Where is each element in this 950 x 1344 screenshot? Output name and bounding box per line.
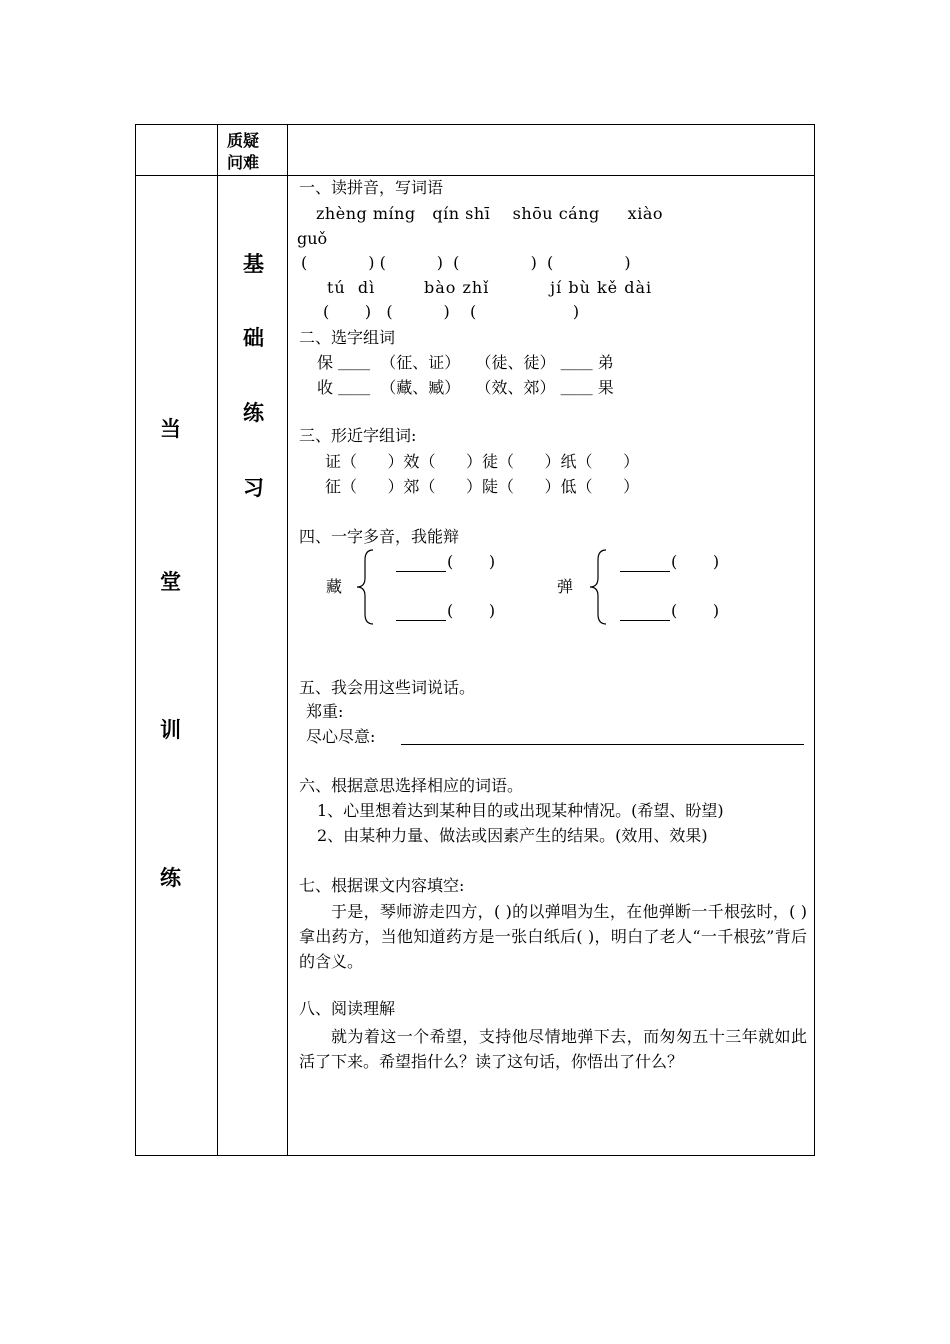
brace-1-icon [355,548,377,626]
answer-line [396,571,446,572]
column-divider-2 [287,124,288,1156]
answer-line [620,620,670,621]
section-4-title: 四、一字多音，我能辩 [299,527,460,546]
polyphone-char-2: 弹 [557,577,574,596]
mid-title-char-3: 练 [243,401,264,425]
polyphone-char-1: 藏 [326,577,343,596]
answer-line [620,571,670,572]
pronunciation-blank: ( ) [671,552,720,571]
similar-char-row-1: 证（ ）效（ ）徒（ ）纸（ ） [325,452,640,471]
mid-title-char-4: 习 [243,476,264,500]
left-title-char-4: 练 [160,866,181,890]
pinyin-row-2: tú dì bào zhǐ jí bù kě dài [327,278,653,297]
pinyin-row-1: zhèng míng qín shī shōu cáng xiào [316,204,663,223]
header-label-line2: 问难 [227,153,260,172]
left-title-char-2: 堂 [160,570,181,594]
sentence-answer-line [401,744,804,745]
pinyin-row-1-wrap: guǒ [297,229,328,248]
section-2-title: 二、选字组词 [299,328,396,347]
left-title-char-3: 训 [160,718,181,742]
choose-char-row-2: 收 ＿＿ （藏、臧） （效、郊） ＿＿ 果 [317,378,614,397]
section-6-title: 六、根据意思选择相应的词语。 [299,776,524,795]
reading-paragraph: 就为着这一个希望，支持他尽情地弹下去，而匆匆五十三年就如此活了下来。希望指什么？读了这句话，你悟出了什么？ [299,1027,807,1071]
section-8-title: 八、阅读理解 [299,999,396,1018]
header-label-line1: 质疑 [227,131,260,150]
word-zhengzhong: 郑重: [306,702,344,721]
section-3-title: 三、形近字组词: [299,426,417,445]
header-divider [135,175,815,176]
brace-2-icon [588,548,610,626]
column-divider-1 [217,124,218,1156]
word-jinxinjinyi: 尽心尽意: [306,727,376,746]
section-5-title: 五、我会用这些词说话。 [299,678,476,697]
meaning-item-1: 1、心里想着达到某种目的或出现某种情况。(希望、盼望) [317,801,724,820]
section-7-title: 七、根据课文内容填空: [299,876,465,895]
pronunciation-blank: ( ) [447,552,496,571]
answer-line [396,620,446,621]
mid-title-char-1: 基 [243,252,264,276]
left-title-char-1: 当 [160,417,181,441]
answer-blanks-row-2: ( ) ( ) ( ) [323,302,580,321]
pronunciation-blank: ( ) [671,601,720,620]
similar-char-row-2: 征（ ）郊（ ）陡（ ）低（ ） [325,477,640,496]
section-1-title: 一、读拼音，写词语 [299,178,444,197]
meaning-item-2: 2、由某种力量、做法或因素产生的结果。(效用、效果) [317,826,708,845]
pronunciation-blank: ( ) [447,601,496,620]
mid-title-char-2: 础 [243,326,264,350]
choose-char-row-1: 保 ＿＿ （征、证） （徒、徒） ＿＿ 弟 [317,353,614,372]
fill-blank-paragraph: 于是，琴师游走四方，( )的以弹唱为生，在他弹断一千根弦时，( )拿出药方，当他知道药方是一张白纸后( )，明白了老人“一千根弦”背后的含义。 [299,902,807,971]
answer-blanks-row-1: ( ) ( ) ( ) ( ) [301,253,631,272]
